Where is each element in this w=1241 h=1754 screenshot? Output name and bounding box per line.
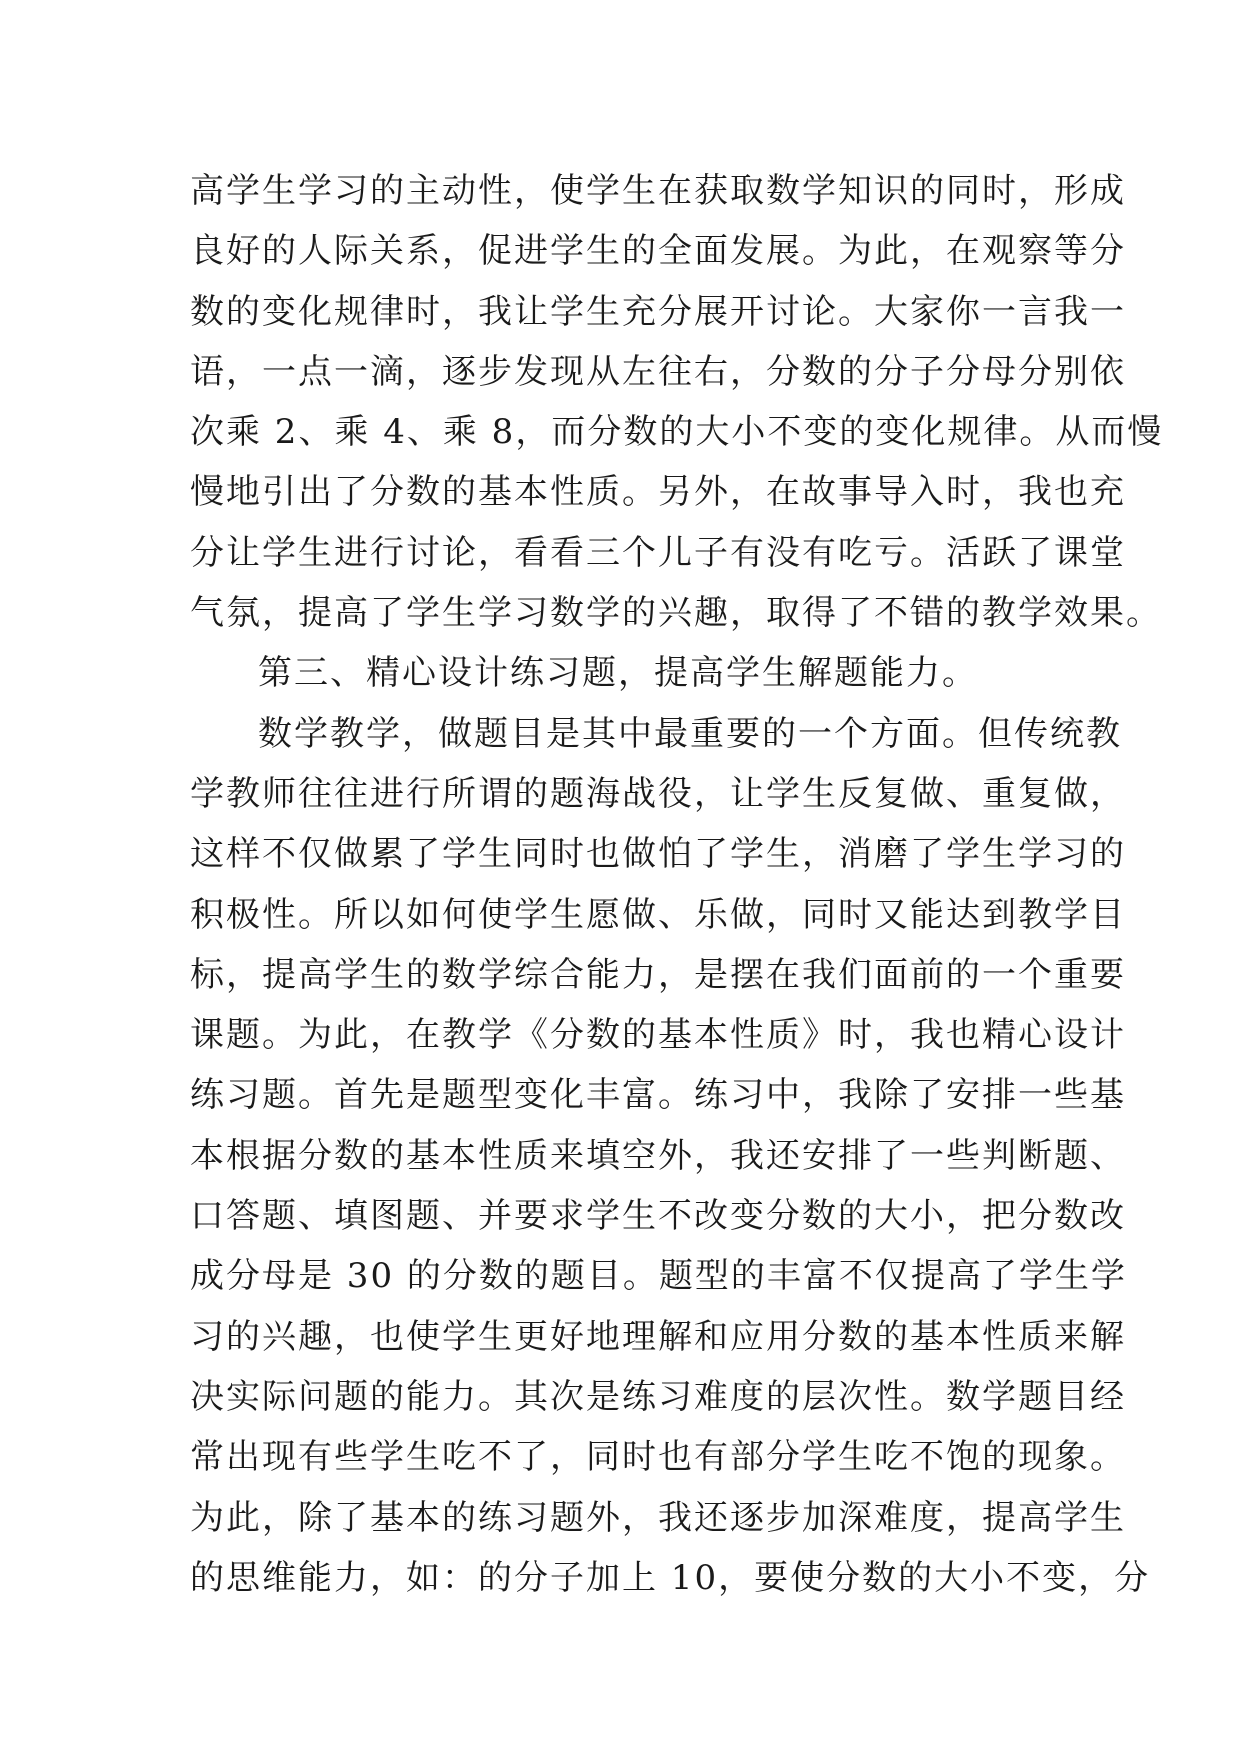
paragraph-line: 习的兴趣，也使学生更好地理解和应用分数的基本性质来解 [190, 1316, 1126, 1357]
document-body [190, 161, 1164, 1608]
paragraph-line: 本根据分数的基本性质来填空外，我还安排了一些判断题、 [190, 1135, 1126, 1176]
paragraph-line: 气氛，提高了学生学习数学的兴趣，取得了不错的教学效果。 [190, 593, 1162, 634]
paragraph-line: 次乘 2、乘 4、乘 8，而分数的大小不变的变化规律。从而慢 [190, 412, 1164, 453]
paragraph-line: 数学教学，做题目是其中最重要的一个方面。但传统教 [258, 713, 1122, 754]
paragraph-line: 慢地引出了分数的基本性质。另外，在故事导入时，我也充 [190, 472, 1126, 513]
paragraph-line: 学教师往往进行所谓的题海战役，让学生反复做、重复做， [190, 773, 1126, 814]
paragraph-line: 课题。为此，在教学《分数的基本性质》时，我也精心设计 [190, 1015, 1126, 1056]
paragraph-line: 口答题、填图题、并要求学生不改变分数的大小，把分数改 [190, 1196, 1126, 1237]
paragraph-line: 语，一点一滴，逐步发现从左往右，分数的分子分母分别依 [190, 351, 1126, 392]
paragraph-line: 积极性。所以如何使学生愿做、乐做，同时又能达到教学目 [190, 894, 1126, 935]
paragraph-line: 数的变化规律时，我让学生充分展开讨论。大家你一言我一 [190, 291, 1126, 332]
paragraph-line: 成分母是 30 的分数的题目。题型的丰富不仅提高了学生学 [190, 1256, 1127, 1297]
paragraph-line: 高学生学习的主动性，使学生在获取数学知识的同时，形成 [190, 171, 1126, 211]
paragraph-line: 决实际问题的能力。其次是练习难度的层次性。数学题目经 [190, 1376, 1126, 1417]
paragraph-line: 的思维能力，如：的分子加上 10，要使分数的大小不变，分 [190, 1557, 1151, 1598]
paragraph-line: 为此，除了基本的练习题外，我还逐步加深难度，提高学生 [190, 1497, 1126, 1538]
paragraph-line: 这样不仅做累了学生同时也做怕了学生，消磨了学生学习的 [190, 834, 1126, 875]
paragraph-line: 分让学生进行讨论，看看三个儿子有没有吃亏。活跃了课堂 [190, 532, 1126, 573]
paragraph-line: 常出现有些学生吃不了，同时也有部分学生吃不饱的现象。 [190, 1437, 1126, 1478]
paragraph-line: 良好的人际关系，促进学生的全面发展。为此，在观察等分 [190, 231, 1126, 272]
paragraph-line: 练习题。首先是题型变化丰富。练习中，我除了安排一些基 [190, 1075, 1126, 1116]
section-heading: 第三、精心设计练习题，提高学生解题能力。 [258, 653, 978, 694]
paragraph-line: 标，提高学生的数学综合能力，是摆在我们面前的一个重要 [190, 954, 1126, 995]
